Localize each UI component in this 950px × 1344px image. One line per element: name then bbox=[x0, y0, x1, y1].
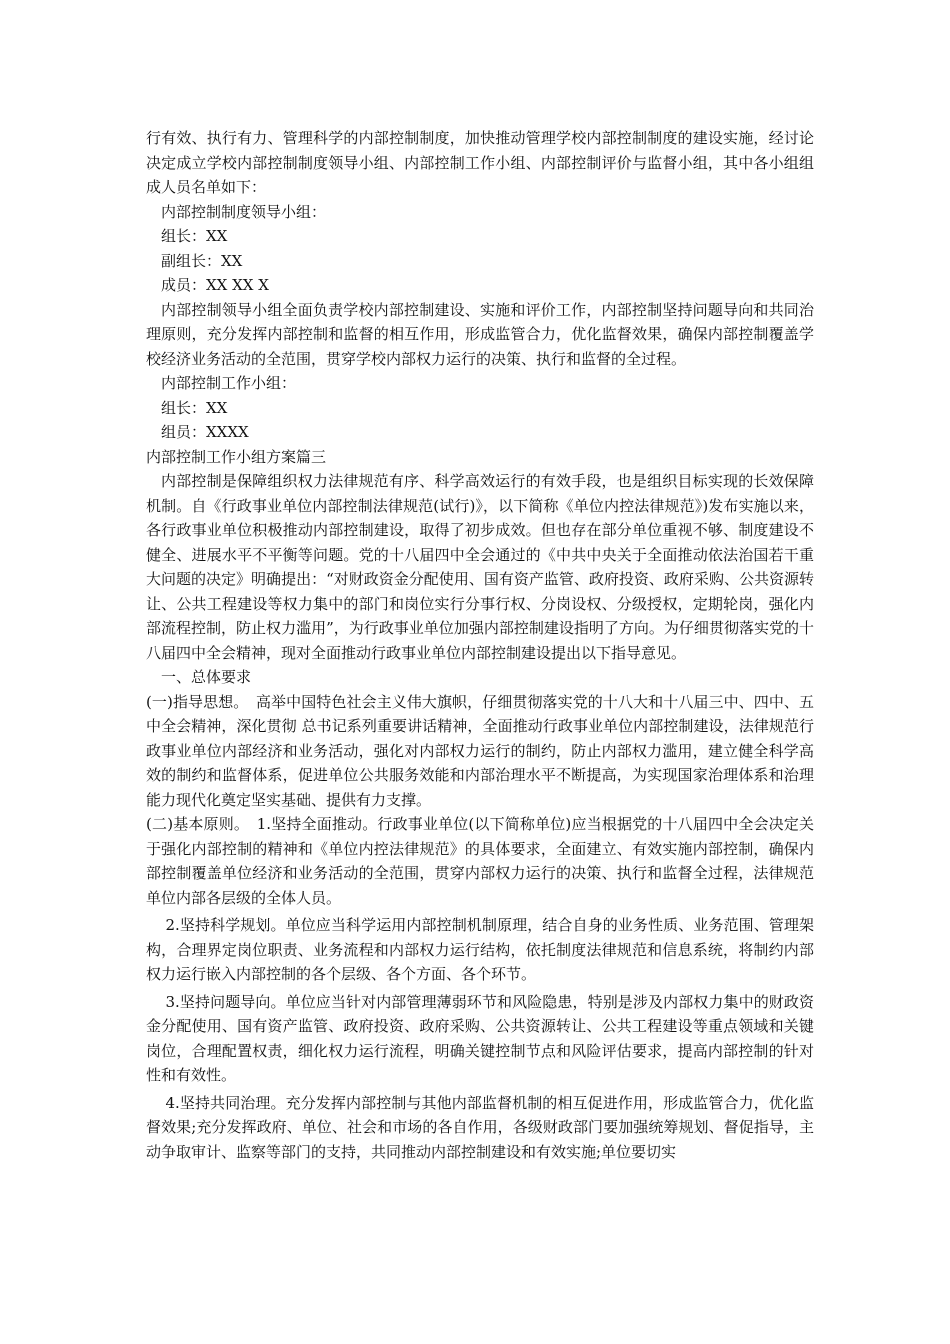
paragraph-principle-3: 3.坚持问题导向。单位应当针对内部管理薄弱环节和风险隐患，特别是涉及内部权力集中的财政资金分配使用、国有资产监管、政府投资、政府采购、公共资源转让、公共工程建设等重点领域和关键岗位，合理配置权责，细化权力运行流程，明确关键控制节点和风险评估要求，提高内部控制的针对性和有效性。 bbox=[146, 992, 814, 1084]
paragraph-introduction: 内部控制是保障组织权力法律规范有序、科学高效运行的有效手段，也是组织目标实现的长效保障机制。自《行政事业单位内部控制法律规范(试行)》，以下简称《单位内控法律规范》)发布实施以来，各行政事业单位积极推动内部控制建设，取得了初步成效。但也存在部分单位重视不够、制度建设不健全、进展水平不平衡等问题。党的十八届四中全会通过的《中共中央关于全面推动依法治国若干重大问题的决定》明确提出：“对财政资金分配使用、国有资产监管、政府投资、政府采购、公共资源转让、公共工程建设等权力集中的部门和岗位实行分事行权、分岗设权、分级授权，定期轮岗，强化内部流程控制，防止权力滥用”，为行政事业单位加强内部控制建设指明了方向。为仔细贯彻落实党的十八届四中全会精神，现对全面推动行政事业单位内部控制建设提出以下指导意见。 bbox=[146, 472, 814, 662]
paragraph-basic-principles: (二)基本原则。 1.坚持全面推动。行政事业单位(以下简称单位)应当根据党的十八届四中全会决定关于强化内部控制的精神和《单位内控法律规范》的具体要求，全面建立、有效实施内部控制，确保内部控制覆盖单位经济和业务活动的全范围，贯穿内部权力运行的决策、执行和监督全过程，法律规范单位内部各层级的全体人员。 bbox=[146, 815, 814, 907]
section-title: 内部控制工作小组方案篇三 bbox=[146, 447, 327, 466]
paragraph-leading-group-duties: 内部控制领导小组全面负责学校内部控制建设、实施和评价工作，内部控制坚持问题导向和共同治理原则，充分发挥内部控制和监督的相互作用，形成监管合力，优化监督效果，确保内部控制覆盖学校经济业务活动的全范围，贯穿学校内部权力运行的决策、执行和监督的全过程。 bbox=[146, 300, 814, 368]
document-body bbox=[146, 126, 814, 1164]
leading-group-members: 成员：XX XX X bbox=[161, 276, 269, 294]
leading-group-heading: 内部控制制度领导小组： bbox=[161, 202, 327, 221]
working-group-leader: 组长：XX bbox=[161, 398, 228, 417]
paragraph-principle-4: 4.坚持共同治理。充分发挥内部控制与其他内部监督机制的相互促进作用，形成监管合力，优化监督效果;充分发挥政府、单位、社会和市场的各自作用，各级财政部门要加强统筹规划、督促指导，主动争取审计、监察等部门的支持，共同推动内部控制建设和有效实施;单位要切实 bbox=[146, 1093, 814, 1161]
leading-group-leader: 组长：XX bbox=[161, 227, 228, 245]
paragraph-guiding-ideology: (一)指导思想。 高举中国特色社会主义伟大旗帜，仔细贯彻落实党的十八大和十八届三中、四中、五中全会精神，深化贯彻 总书记系列重要讲话精神，全面推动行政事业单位内部控制建设，法律规范行政事业单位内部经济和业务活动，强化对内部权力运行的制约，防止内部权力滥用，建立健全科学高效的制约和监督体系，促进单位公共服务效能和内部治理水平不断提高，为实现国家治理体系和治理能力现代化奠定坚实基础、提供有力支撑。 bbox=[146, 692, 814, 809]
working-group-members: 组员：XXXX bbox=[161, 423, 249, 441]
working-group-heading: 内部控制工作小组： bbox=[161, 374, 297, 392]
paragraph-intro: 行有效、执行有力、管理科学的内部控制制度，加快推动管理学校内部控制制度的建设实施，经讨论决定成立学校内部控制制度领导小组、内部控制工作小组、内部控制评价与监督小组，其中各小组组成人员名单如下： bbox=[146, 129, 814, 196]
heading-general-requirements: 一、总体要求 bbox=[161, 668, 252, 686]
leading-group-deputy: 副组长：XX bbox=[161, 251, 243, 270]
paragraph-principle-2: 2.坚持科学规划。单位应当科学运用内部控制机制原理，结合自身的业务性质、业务范围、管理架构，合理界定岗位职责、业务流程和内部权力运行结构，依托制度法律规范和信息系统，将制约内部权力运行嵌入内部控制的各个层级、各个方面、各个环节。 bbox=[146, 916, 814, 983]
